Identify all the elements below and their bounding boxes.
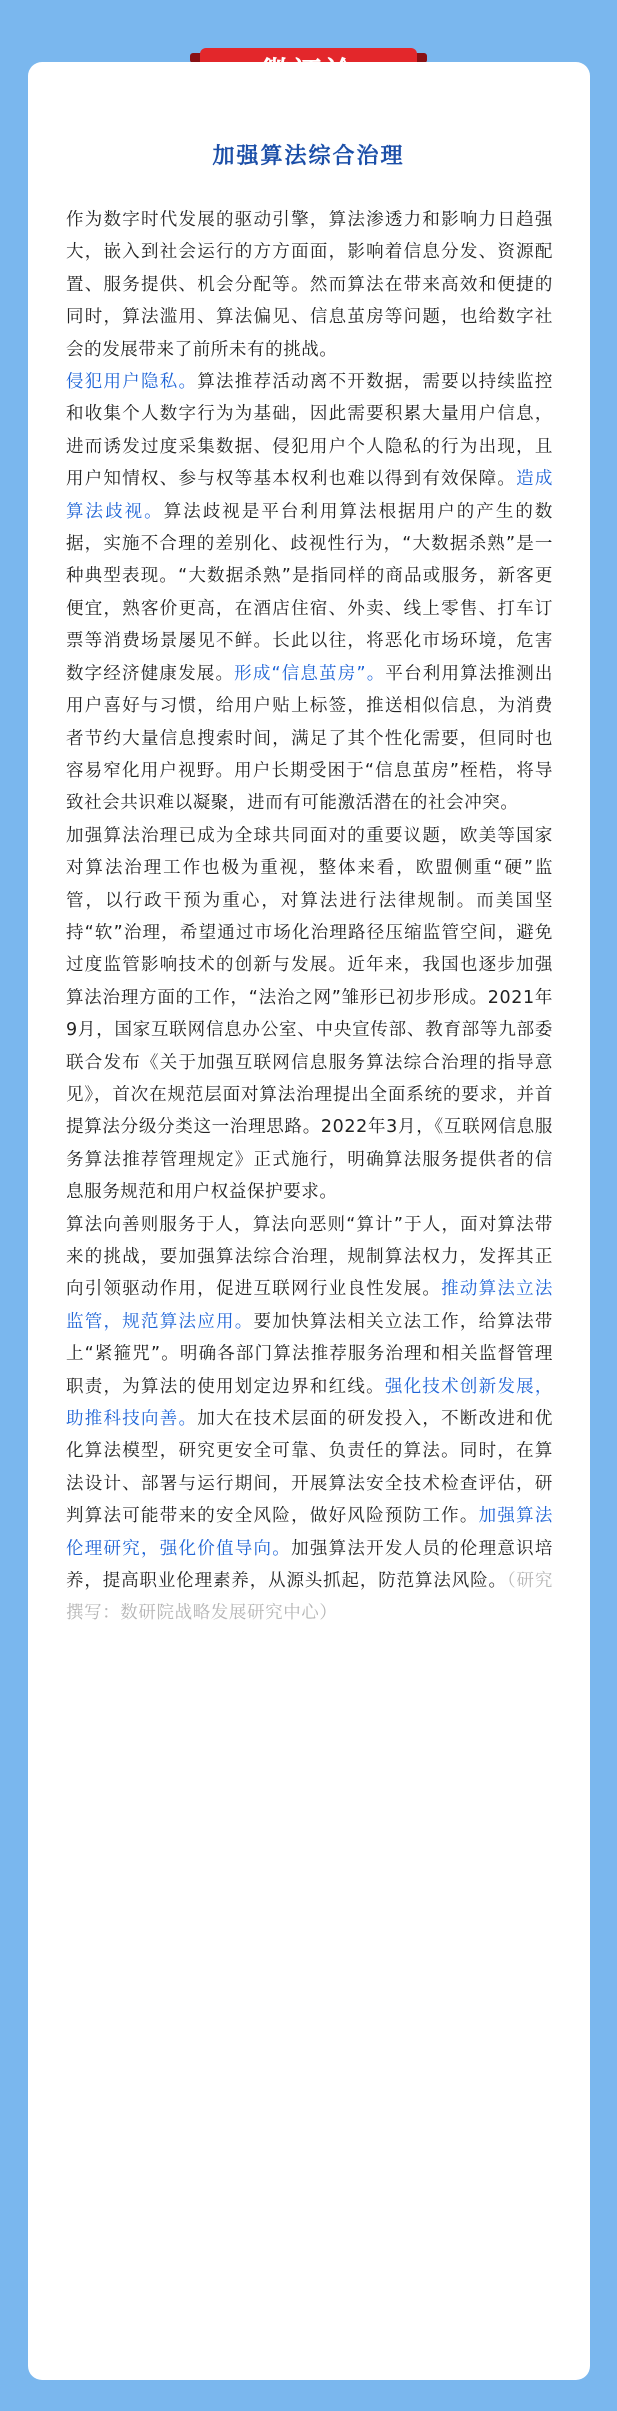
text-innovation: 加大在技术层面的研发投入，不断改进和优化算法模型，研究更安全可靠、负责任的算法。同时，在算法设计、部署与运行期间，开展算法安全技术检查评估，研判算法可能带来的安全风险，做好风险预防工作。 bbox=[66, 1409, 553, 1527]
text-legislation: 要加快算法相关立法工作，给算法带上“紧箍咒”。明确各部门算法推荐服务治理和相关监督管理职责，为算法的使用划定边界和红线。 bbox=[66, 1311, 553, 1397]
paragraph-intro-text: 作为数字时代发展的驱动引擎，算法渗透力和影响力日趋强大，嵌入到社会运行的方方面面，影响着信息分发、资源配置、服务提供、机会分配等。然而算法在带来高效和便捷的同时，算法滥用、算法偏见、信息茧房等问题，也给数字社会的发展带来了前所未有的挑战。 bbox=[66, 210, 553, 360]
text-ethics: 加强算法开发人员的伦理意识培养，提高职业伦理素养，从源头抓起，防范算法风险。 bbox=[66, 1538, 554, 1592]
paragraph-recommendations bbox=[66, 1209, 553, 1630]
highlight-innovation: 强化技术创新发展，助推科技向善。 bbox=[66, 1376, 554, 1430]
text-privacy: 算法推荐活动离不开数据，需要以持续监控和收集个人数字行为为基础，因此需要积累大量用户信息，进而诱发过度采集数据、侵犯用户个人隐私的行为出现，且用户知情权、参与权等基本权利也难以得到有效保障。 bbox=[66, 372, 553, 490]
highlight-cocoon: 形成“信息茧房”。 bbox=[234, 663, 386, 684]
paragraph-intro bbox=[66, 204, 553, 366]
highlight-privacy: 侵犯用户隐私。 bbox=[66, 372, 198, 393]
article-body bbox=[66, 204, 553, 1630]
source-credit: （研究撰写：数研院战略发展研究中心） bbox=[66, 1571, 553, 1624]
highlight-discrimination: 造成算法歧视。 bbox=[66, 469, 553, 522]
text-recommendation-intro: 算法向善则服务于人，算法向恶则“算计”于人，面对算法带来的挑战，要加强算法综合治理，规制算法权力，发挥其正向引领驱动作用，促进互联网行业良性发展。 bbox=[66, 1214, 553, 1300]
paragraph-problems bbox=[66, 366, 553, 820]
text-cocoon: 平台利用算法推测出用户喜好与习惯，给用户贴上标签，推送相似信息，为消费者节约大量信息搜索时间，满足了其个性化需要，但同时也容易窄化用户视野。用户长期受困于“信息茧房”桎梏，将导致社会共识难以凝聚，进而有可能激活潜在的社会冲突。 bbox=[66, 663, 553, 814]
paragraph-governance bbox=[66, 820, 553, 1209]
highlight-ethics: 加强算法伦理研究，强化价值导向。 bbox=[66, 1506, 553, 1559]
paragraph-governance-text: 加强算法治理已成为全球共同面对的重要议题，欧美等国家对算法治理工作也极为重视，整体来看，欧盟侧重“硬”监管，以行政干预为重心，对算法进行法律规制。而美国坚持“软”治理，希望通过市场化治理路径压缩监管空间，避免过度监管影响技术的创新与发展。近年来，我国也逐步加强算法治理方面的工作，“法治之网”雏形已初步形成。2021年9月，国家互联网信息办公室、中央宣传部、教育部等九部委联合发布《关于加强互联网信息服务算法综合治理的指导意见》，首次在规范层面对算法治理提出全面系统的要求，并首提算法分级分类这一治理思路。2022年3月，《互联网信息服务算法推荐管理规定》正式施行，明确算法服务提供者的信息服务规范和用户权益保护要求。 bbox=[66, 825, 553, 1203]
highlight-legislation: 推动算法立法监管，规范算法应用。 bbox=[66, 1279, 554, 1332]
article-title: 加强算法综合治理 bbox=[212, 144, 405, 169]
text-discrimination: 算法歧视是平台利用算法根据用户的产生的数据，实施不合理的差别化、歧视性行为，“大数据杀熟”是一种典型表现。“大数据杀熟”是指同样的商品或服务，新客更便宜，熟客价更高，在酒店住宿、外卖、线上零售、打车订票等消费场景屡见不鲜。长此以往，将恶化市场环境，危害数字经济健康发展。 bbox=[66, 501, 553, 684]
